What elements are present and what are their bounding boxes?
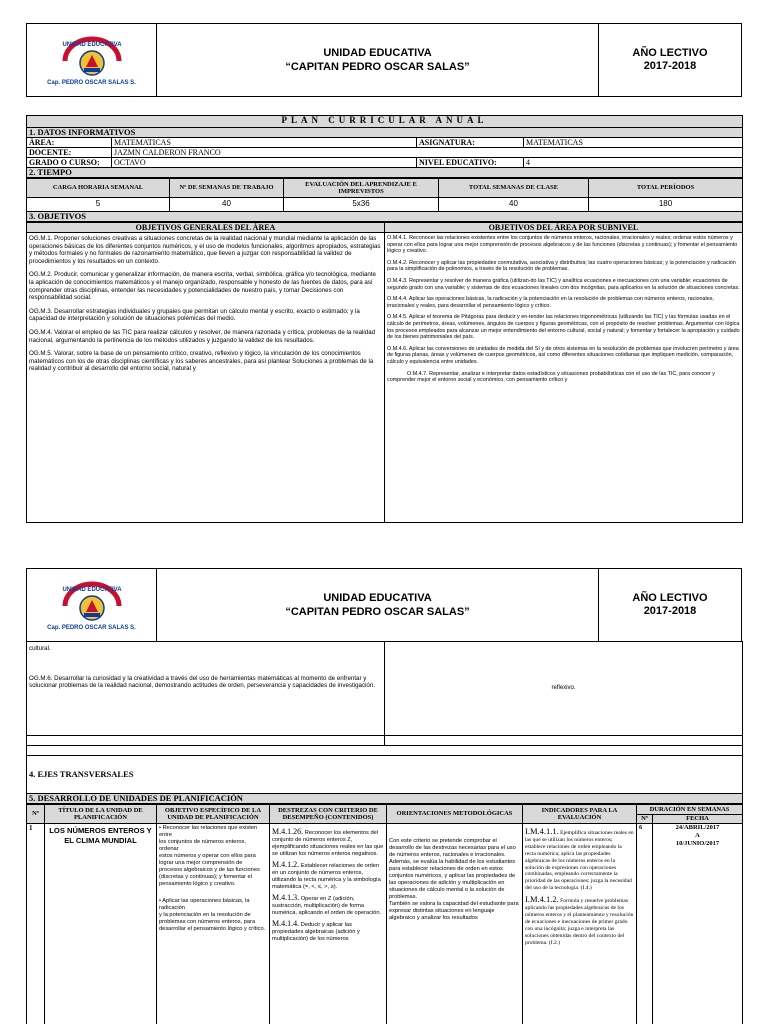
general-objectives: OG.M.1. Proponer soluciones creativas a situaciones concretas de la realidad nacional y mundial mediante la aplicación de las operaciones básicas de los diferentes conjuntos numéricos, y el uso de modelos funcionales, algoritmos apropiados, estrategias y métodos formales y no formales de razonamiento matemático, que lleven a juzgar con responsabilidad la validez de procedimientos y los resultados en un contexto. OG.M.2. Producir, comunicar y generalizar información, de manera escrita, verbal, simbólica, gráfica y/o tecnológica, mediante la aplicación de conocimientos matemáticos y el manejo organizado, responsable y honesto de las fuentes de datos, para así comprender otras disciplinas, entender las necesidades y potencialidades de nuestro país, y tomar Decisiones con responsabilidad social. OG.M.3. Desarrollar estrategias individuales y grupales que permitan un cálculo mental y escrito, exacto o estimado; y la capacidad de interpretación y solución de situaciones polémicas del medio. OG.M.4. Valorar el empleo de las TIC para realizar cálculos y resolver, de manera razonada y crítica, problemas de la realidad nacional, argumentando la pertinencia de los métodos utilizados y juzgando la validez de los resultados. OG.M.5. Valorar, sobre la base de un pensamiento crítico, creativo, reflexivo y lógico, la vinculación de los conocimientos matemáticos con los de otras disciplinas científicas y los saberes ancestrales, para así plantear Soluciones a problemas de la realidad y contribuir al desarrollo del entorno social, natural y: [27, 233, 385, 523]
objetivos-table: OBJETIVOS GENERALES DEL ÁREA OBJETIVOS DEL ÁREA POR SUBNIVEL OG.M.1. Proponer soluciones creativas a situaciones concretas de la realidad nacional y mundial mediante la aplicación de las operaciones básicas de los diferentes conjuntos numéricos, y el uso de modelos funcionales, algoritmos apropiados, estrategias y métodos formales y no formales de razonamiento matemático, que lleven a juzgar con responsabilidad la validez de procedimientos y los resultados en un contexto. OG.M.2. Producir, comunicar y generalizar información, de manera escrita, verbal, simbólica, gráfica y/o tecnológica, mediante la aplicación de conocimientos matemáticos y el manejo organizado, responsable y honesto de las fuentes de datos, para así comprender otras disciplinas, entender las necesidades y potencialidades de nuestro país, y tomar Decisiones con responsabilidad social. OG.M.3. Desarrollar estrategias individuales y grupales que permitan un cálculo mental y escrito, exacto o estimado; y la capacidad de interpretación y solución de situaciones polémicas del medio. OG.M.4. Valorar el empleo de las TIC para realizar cálculos y resolver, de manera razonada y crítica, problemas de la realidad nacional, argumentando la pertinencia de los métodos utilizados y juzgando la validez de los resultados. OG.M.5. Valorar, sobre la base de un pensamiento crítico, creativo, reflexivo y lógico, la vinculación de los conocimientos matemáticos con los de otras disciplinas científicas y los saberes ancestrales, para así plantear Soluciones a problemas de la realidad y contribuir al desarrollo del entorno social, natural y O.M.4.1. Reconocer las relaciones existentes entre los conjuntos de números enteros, racionales, irracionales y reales; ordenar estos números y operar con ellos para lograr una mejor comprensión de procesos algebraicos y de las funciones (discretas y continuas); y fomentar el pensamiento lógico y creativo. O.M.4.2. Reconocer y aplicar las propiedades conmutativa, asociativa y distributiva; las cuatro operaciones básicas; y la potenciación y radicación para la simplificación de polinomios, a través de la resolución de problemas. O.M.4.3. Representar y resolver de manera gráfica (utilizan-do las TIC) y analítica ecuaciones e inecuaciones con una variable; ecuaciones de segundo grado con una variable; y sistemas de dos ecuaciones lineales con dos incógnitas, para aplicarlos en la solución de situaciones concretas. O.M.4.4. Aplicar las operaciones básicas, la radicación y la potenciación en la resolución de problemas con números enteros, racionales, irracionales y reales, para desarrollar el pensamiento lógico y crítico. O.M.4.5. Aplicar el teorema de Pitágoras para deducir y en-tender las relaciones trigonométricas (utilizando las TIC) y las fórmulas usadas en el cálculo de perímetros, áreas, volúmenes, ángulos de cuerpos y figuras geométricas, con el propósito de resolver problemas. Argumentar con lógica los procesos empleados para alcanzar un mejor entendimiento del entorno cultural, social y natural; y fomentar y fortalecer la apropiación y cuidado de los bienes patrimoniales del país. O.M.4.6. Aplicar las conversiones de unidades de medida del SI y de otros sistemas en la resolución de problemas que involucren perímetro y área de figuras planas, áreas y volúmenes de cuerpos geométricos, así como diferentes situaciones cotidianas que impliquen medición, comparación, cálculo y equivalencia entre unidades. O.M.4.7. Representar, analizar e interpretar datos estadísticos y situaciones probabilísticas con el uso de las TIC, para conocer y comprender mejor el entorno social y económico, con pensamiento crítico y: [26, 222, 743, 523]
section-desarrollo: 5. DESARROLLO DE UNIDADES DE PLANIFICACIÓN: [27, 794, 743, 804]
section-datos: 1. DATOS INFORMATIVOS: [27, 128, 743, 138]
asignatura-value: MATEMATICAS: [524, 138, 743, 148]
unit-fecha: 24/ABRIL/2017 A 10/JUNIO/2017: [653, 824, 743, 1024]
logo-caption: Cap. PEDRO OSCAR SALAS S.: [47, 79, 136, 86]
page-2: [26, 568, 742, 1024]
table-row: 1 LOS NÚMEROS ENTEROS Y EL CLIMA MUNDIAL • Reconocer las relaciones que existen entre los conjuntos de números enteros, ordenar estos números y operar con ellos para lograr una mejor comprensión de procesos algebraicos y de las funciones (discretas y continuas); y fomentar el pensamiento lógico y creativo. • Aplicar las operaciones básicas, la radicación y la potenciación en la resolución de problemas con números enteros, para desarrollar el pensamiento lógico y crítico. M.4.1.26. Reconocer los elementos del conjunto de números enteros Z, ejemplificando situaciones reales en las que se utilizan los números enteros negativos. M.4.1.2. Establecer relaciones de orden en un conjunto de números enteros, utilizando la recta numérica y la simbología matemática (=, <, ≤, >, ≥). M.4.1.3. Operar en Z (adición, sustracción, multiplicación) de forma numérica, aplicando el orden de operación. M.4.1.4. Deducir y aplicar las propiedades algebraicas (adición y multiplicación) de los números Con este criterio se pretende comprobar el desarrollo de las destrezas necesarias para el uso de números enteros, racionales e irracionales. Además, se evalúa la habilidad de los estudiantes para establecer relaciones de orden en estos conjuntos numéricos, y aplicar las propiedades de las operaciones de adición y multiplicación en situaciones de cálculo mental o la solución de problemas. También se valora la capacidad del estudiante para expresar distintas situaciones en lenguaje algebraico y analizar los resultados I.M.4.1.1. Ejemplifica situaciones reales en las que se utilizan los números enteros; establece relaciones de orden empleando la recta numérica; aplica las propiedades algebraicas de los números enteros en la solución de expresiones con operaciones combinadas, empleando correctamente la prioridad de las operaciones; juzga la necesidad del uso de la tecnología. (I.4.) I.M.4.1.2. Formula y resuelve problemas aplicando las propiedades algebraicas de los números enteros y el planteamiento y resolución de ecuaciones e inecuaciones de primer grado con una incógnita; juzga e interpreta las soluciones obtenidas dentro del contexto del problema. (I.2.) 6 24/ABRIL/2017 A 10/JUNIO/2017: [27, 824, 743, 1024]
svg-text:UNIDAD EDUCATIVA: UNIDAD EDUCATIVA: [61, 586, 122, 593]
crest-icon: [57, 580, 127, 624]
logo-caption: Cap. PEDRO OSCAR SALAS S.: [47, 624, 136, 631]
unit-objective: • Reconocer las relaciones que existen entre los conjuntos de números enteros, ordenar estos números y operar con ellos para lograr una mejor comprensión de procesos algebraicos y de las funciones (discretas y continuas); y fomentar el pensamiento lógico y creativo. • Aplicar las operaciones básicas, la radicación y la potenciación en la resolución de problemas con números enteros, para desarrollar el pensamiento lógico y crítico.: [157, 824, 270, 1024]
unit-orientaciones: Con este criterio se pretende comprobar el desarrollo de las destrezas necesarias para el uso de números enteros, racionales e irracionales. Además, se evalúa la habilidad de los estudiantes para establecer relaciones de orden en estos conjuntos numéricos, y aplicar las propiedades de las operaciones de adición y multiplicación en situaciones de cálculo mental o la solución de problemas. También se valora la capacidad del estudiante para expresar distintas situaciones en lenguaje algebraico y analizar los resultados: [387, 824, 523, 1024]
unidades-table: Nº TÍTULO DE LA UNIDAD DE PLANIFICACIÓN OBJETIVO ESPECÍFICO DE LA UNIDAD DE PLANIFICACIÓN DESTREZAS CON CRITERIO DE DESEMPEÑO (CONTENIDOS) ORIENTACIONES METODOLÓGICAS INDICADORES PARA LA EVALUACIÓN DURACIÓN EN SEMANAS Nº FECHA 1 LOS NÚMEROS ENTEROS Y EL CLIMA MUNDIAL • Reconocer las relaciones que existen entre los conjuntos de números enteros, ordenar estos números y operar con ellos para lograr una mejor comprensión de procesos algebraicos y de las funciones (discretas y continuas); y fomentar el pensamiento lógico y creativo. • Aplicar las operaciones básicas, la radicación y la potenciación en la resolución de problemas con números enteros, para desarrollar el pensamiento lógico y crítico. M.4.1.26. Reconocer los elementos del conjunto de números enteros Z, ejemplificando situaciones reales en las que se utilizan los números enteros negativos. M.4.1.2. Establecer relaciones de orden en un conjunto de números enteros, utilizando la recta numérica y la simbología matemática (=, <, ≤, >, ≥). M.4.1.3. Operar en Z (adición, sustracción, multiplicación) de forma numérica, aplicando el orden de operación. M.4.1.4. Deducir y aplicar las propiedades algebraicas (adición y multiplicación) de los números Con este criterio se pretende comprobar el desarrollo de las destrezas necesarias para el uso de números enteros, racionales e irracionales. Además, se evalúa la habilidad de los estudiantes para establecer relaciones de orden en estos conjuntos numéricos, y aplicar las propiedades de las operaciones de adición y multiplicación en situaciones de cálculo mental o la solución de problemas. También se valora la capacidad del estudiante para expresar distintas situaciones en lenguaje algebraico y analizar los resultados I.M.4.1.1. Ejemplifica situaciones reales en las que se utilizan los números enteros; establece relaciones de orden empleando la recta numérica; aplica las propiedades algebraicas de los números enteros en la solución de expresiones con operaciones combinadas, empleando correctamente la prioridad de las operaciones; juzga la necesidad del uso de la tecnología. (I.4.) I.M.4.1.2. Formula y resuelve problemas aplicando las propiedades algebraicas de los números enteros y el planteamiento y resolución de ecuaciones e inecuaciones de primer grado con una incógnita; juzga e interpreta las soluciones obtenidas dentro del contexto del problema. (I.2.) 6 24/ABRIL/2017 A 10/JUNIO/2017: [26, 804, 743, 1024]
unit-indicadores: I.M.4.1.1. Ejemplifica situaciones reales en las que se utilizan los números enteros; establece relaciones de orden empleando la recta numérica; aplica las propiedades algebraicas de los números enteros en la solución de expresiones con operaciones combinadas, empleando correctamente la prioridad de las operaciones; juzga la necesidad del uso de la tecnología. (I.4.) I.M.4.1.2. Formula y resuelve problemas aplicando las propiedades algebraicas de los números enteros y el planteamiento y resolución de ecuaciones e inecuaciones de primer grado con una incógnita; juzga e interpreta las soluciones obtenidas dentro del contexto del problema. (I.2.): [523, 824, 637, 1024]
school-year: AÑO LECTIVO 2017-2018: [632, 47, 708, 72]
general-objectives-cont: cultural. OG.M.6. Desarrollar la curiosidad y la creatividad a través del uso de herramientas matemáticas al momento de enfrentar y solucionar problemas de la realidad nacional, demostrando actitudes de orden, perseverancia y capacidades de investigación.: [27, 642, 385, 736]
header: [26, 23, 742, 97]
continuation-table: [26, 641, 743, 804]
school-logo-2: [27, 569, 157, 641]
area-value: MATEMATICAS: [112, 138, 417, 148]
grado-value: OCTAVO: [112, 158, 417, 168]
unit-destrezas: M.4.1.26. Reconocer los elementos del conjunto de números enteros Z, ejemplificando situaciones reales en las que se utilizan los números enteros negativos. M.4.1.2. Establecer relaciones de orden en un conjunto de números enteros, utilizando la recta numérica y la simbología matemática (=, <, ≤, >, ≥). M.4.1.3. Operar en Z (adición, sustracción, multiplicación) de forma numérica, aplicando el orden de operación. M.4.1.4. Deducir y aplicar las propiedades algebraicas (adición y multiplicación) de los números: [270, 824, 387, 1024]
section-tiempo: 2. TIEMPO: [27, 168, 743, 178]
section-ejes: 4. EJES TRANSVERSALES: [27, 756, 743, 794]
header-2: [26, 568, 742, 642]
subnivel-objectives: O.M.4.1. Reconocer las relaciones existentes entre los conjuntos de números enteros, racionales, irracionales y reales; ordenar estos números y operar con ellos para lograr una mejor comprensión de procesos algebraicos y de las funciones (discretas y continuas); y fomentar el pensamiento lógico y creativo. O.M.4.2. Reconocer y aplicar las propiedades conmutativa, asociativa y distributiva; las cuatro operaciones básicas; y la potenciación y radicación para la simplificación de polinomios, a través de la resolución de problemas. O.M.4.3. Representar y resolver de manera gráfica (utilizan-do las TIC) y analítica ecuaciones e inecuaciones con una variable; ecuaciones de segundo grado con una variable; y sistemas de dos ecuaciones lineales con dos incógnitas, para aplicarlos en la solución de situaciones concretas. O.M.4.4. Aplicar las operaciones básicas, la radicación y la potenciación en la resolución de problemas con números enteros, racionales, irracionales y reales, para desarrollar el pensamiento lógico y crítico. O.M.4.5. Aplicar el teorema de Pitágoras para deducir y en-tender las relaciones trigonométricas (utilizando las TIC) y las fórmulas usadas en el cálculo de perímetros, áreas, volúmenes, ángulos de cuerpos y figuras geométricas, con el propósito de resolver problemas. Argumentar con lógica los procesos empleados para alcanzar un mejor entendimiento del entorno cultural, social y natural; y fomentar y fortalecer la apropiación y cuidado de los bienes patrimoniales del país. O.M.4.6. Aplicar las conversiones de unidades de medida del SI y de otros sistemas en la resolución de problemas que involucren perímetro y área de figuras planas, áreas y volúmenes de cuerpos geométricos, así como diferentes situaciones cotidianas que impliquen medición, comparación, cálculo y equivalencia entre unidades. O.M.4.7. Representar, analizar e interpretar datos estadísticos y situaciones probabilísticas con el uso de las TIC, para conocer y comprender mejor el entorno social y económico, con pensamiento crítico y: [385, 233, 743, 523]
school-name: UNIDAD EDUCATIVA “CAPITAN PEDRO OSCAR SALAS”: [157, 24, 599, 96]
page-1: [26, 23, 742, 523]
unit-title: LOS NÚMEROS ENTEROS Y EL CLIMA MUNDIAL: [49, 826, 152, 845]
plan-table: PLAN CURRICULAR ANUAL 1. DATOS INFORMATIVOS ÁREA: MATEMATICAS ASIGNATURA: MATEMATICAS DOCENTE: JAZMN CALDERON FRANCO GRADO O CURSO: OCTAVO NIVEL EDUCATIVO: 4 2. TIEMPO: [26, 115, 743, 178]
school-logo: [27, 24, 157, 96]
crest-icon: [57, 35, 127, 79]
subnivel-objectives-cont: reflexivo.: [385, 642, 743, 736]
school-year-2: AÑO LECTIVO 2017-2018: [632, 592, 708, 617]
docente-value: JAZMN CALDERON FRANCO: [112, 148, 743, 158]
section-objetivos: 3. OBJETIVOS: [27, 212, 743, 222]
svg-text:UNIDAD EDUCATIVA: UNIDAD EDUCATIVA: [61, 41, 122, 48]
school-name-2: UNIDAD EDUCATIVA “CAPITAN PEDRO OSCAR SALAS”: [157, 569, 599, 641]
plan-title: PLAN CURRICULAR ANUAL: [27, 116, 743, 128]
nivel-value: 4: [524, 158, 743, 168]
tiempo-table: CARGA HORARIA SEMANAL Nº DE SEMANAS DE TRABAJO EVALUACIÓN DEL APRENDIZAJE E IMPREVISTOS TOTAL SEMANAS DE CLASE TOTAL PERÍODOS 5 40 5x36 40 180 3. OBJETIVOS: [26, 178, 743, 222]
